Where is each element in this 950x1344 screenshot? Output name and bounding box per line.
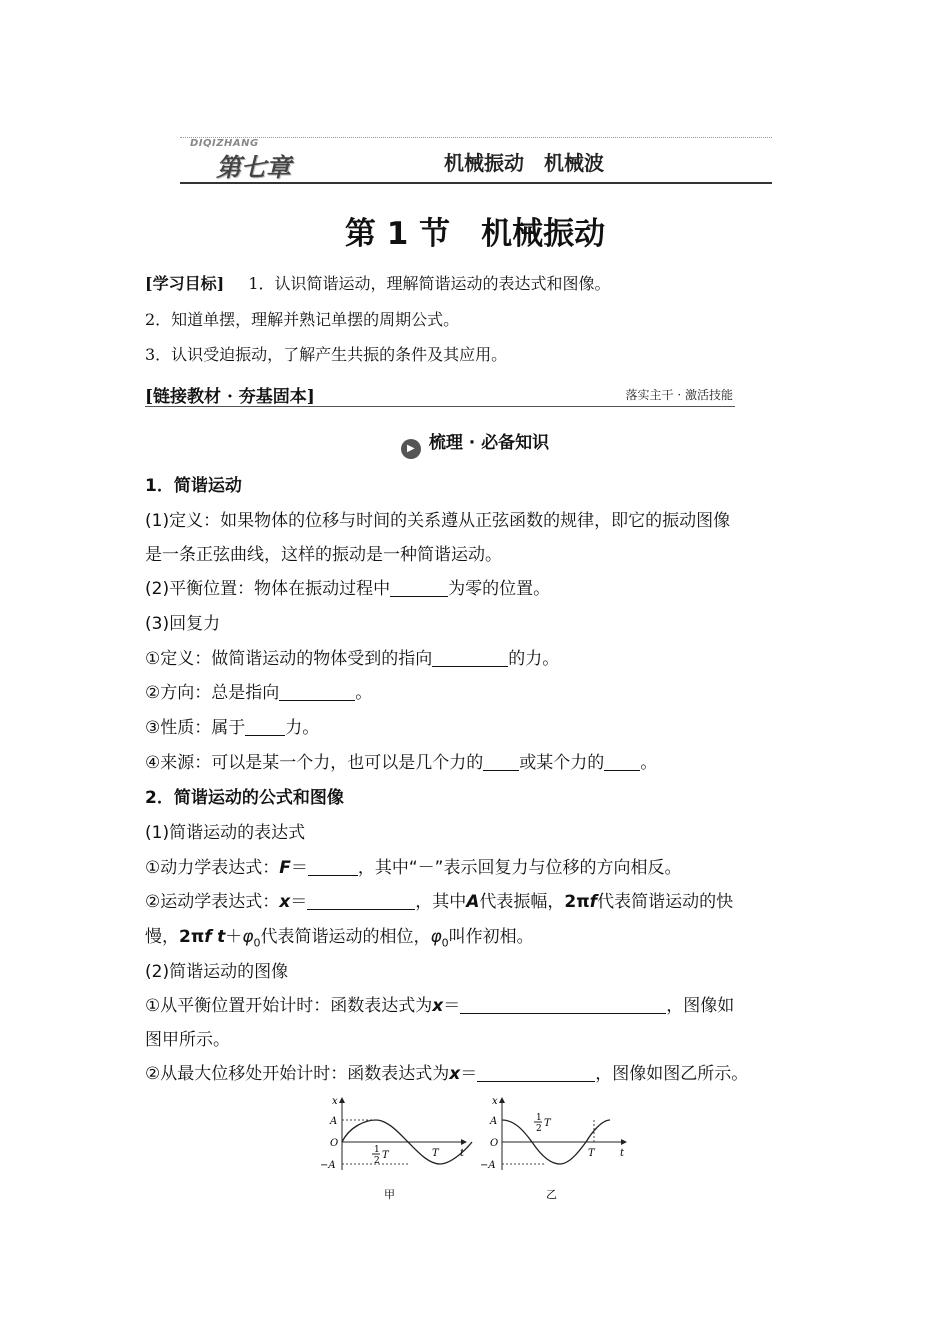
goal-2: 2．知道单摆，理解并熟记单摆的周期公式。 <box>145 310 460 329</box>
figure-a <box>320 1096 472 1201</box>
fig-a-caption: 甲 <box>384 1188 395 1201</box>
link-bar-subtitle: 落实主干 · 激活技能 <box>625 388 733 402</box>
fig-b-x-label: x <box>492 1096 498 1107</box>
two-pi-2: 2π <box>179 927 205 947</box>
blank-1 <box>390 578 448 597</box>
init-text: 叫作初相。 <box>448 927 534 947</box>
blank-3 <box>279 682 355 701</box>
s1-r4-line <box>145 751 657 775</box>
s2-heading: 2．简谐运动的公式和图像 <box>145 788 344 808</box>
r2-text: ②方向：总是指向 <box>145 683 280 703</box>
fig-a-half-den: 2 <box>374 1156 380 1166</box>
plus-sign: ＋ <box>225 927 243 947</box>
goal-3: 3．认识受迫振动，了解产生共振的条件及其应用。 <box>145 345 508 364</box>
kin-text-c: 代表简谐运动的快 <box>597 892 734 912</box>
var-f: f <box>589 892 598 912</box>
banner-underline <box>180 182 772 184</box>
g1-text-end: ，图像如 <box>666 996 735 1016</box>
equals-3: ＝ <box>443 996 461 1016</box>
var-phi: φ <box>242 927 254 947</box>
var-x-2: x <box>432 996 444 1016</box>
section-title: 第 1 节 机械振动 <box>344 216 606 252</box>
sho-figures <box>310 1090 650 1210</box>
s1-definition-a: (1)定义：如果物体的位移与时间的关系遵从正弦函数的规律，即它的振动图像 <box>145 511 731 531</box>
g2-text-end: ，图像如图乙所示。 <box>595 1064 749 1084</box>
banner-dotted-line <box>180 137 772 138</box>
s2-graph-heading: (2)简谐运动的图像 <box>145 962 289 982</box>
blank-4 <box>245 717 285 736</box>
blank-7 <box>308 857 358 876</box>
r1-text-end: 的力。 <box>508 649 560 669</box>
combing-label: 梳理 · 必备知识 <box>428 433 550 453</box>
dyn-text-end: ，其中“－”表示回复力与位移的方向相反。 <box>357 858 682 878</box>
chapter-title: 机械振动 机械波 <box>444 151 604 175</box>
s1-definition-b: 是一条正弦曲线，这样的振动是一种简谐运动。 <box>145 545 502 565</box>
fig-b-half-den: 2 <box>536 1124 542 1134</box>
phase-text: 代表简谐运动的相位， <box>260 927 431 947</box>
r2-text-end: 。 <box>355 683 373 703</box>
s1-r2-line <box>145 681 372 705</box>
blank-9 <box>460 995 666 1014</box>
fig-a-half-T: T <box>382 1150 389 1161</box>
r1-text: ①定义：做简谐运动的物体受到的指向 <box>145 649 433 669</box>
play-icon: ▶ <box>401 439 421 459</box>
s1-r1-line <box>145 647 559 671</box>
g2-text: ②从最大位移处开始计时：函数表达式为 <box>145 1064 450 1084</box>
fig-b-negA-label: −A <box>480 1160 496 1171</box>
combing-heading <box>0 428 950 459</box>
s2-expr-heading: (1)简谐运动的表达式 <box>145 823 306 843</box>
balance-text: (2)平衡位置：物体在振动过程中 <box>145 579 391 599</box>
chapter-pinyin: DIQIZHANG <box>190 138 259 149</box>
s1-heading: 1．简谐运动 <box>145 476 242 496</box>
fig-b-A-label: A <box>490 1116 498 1127</box>
s2-graph-1-line <box>145 994 734 1018</box>
blank-2 <box>432 648 508 667</box>
var-F: F <box>279 858 291 878</box>
r4-text-mid: 或某个力的 <box>519 753 605 773</box>
fig-a-half-num: 1 <box>374 1145 380 1155</box>
var-t: t <box>217 927 226 947</box>
kin-text: ②运动学表达式： <box>145 892 280 912</box>
goal-line-1 <box>145 272 611 296</box>
g1-text: ①从平衡位置开始计时：函数表达式为 <box>145 996 433 1016</box>
fig-b-t-label: t <box>620 1148 625 1159</box>
s2-graph-2-line <box>145 1062 748 1086</box>
var-f-2: f <box>204 927 212 947</box>
fig-a-A-label: A <box>330 1116 338 1127</box>
link-bar-title: [链接教材 · 夯基固本] <box>145 387 315 407</box>
goal-1: 1．认识简谐运动，理解简谐运动的表达式和图像。 <box>248 274 611 293</box>
two-pi: 2π <box>564 892 590 912</box>
s2-kinematics-line <box>145 890 733 914</box>
s1-r3-line <box>145 716 319 740</box>
goals-label: [学习目标] <box>145 274 225 293</box>
fig-a-T-label: T <box>432 1148 439 1159</box>
kin-text-a: ，其中 <box>415 892 467 912</box>
fig-a-t-label: t <box>460 1148 465 1159</box>
blank-6 <box>604 752 640 771</box>
fig-b-caption: 乙 <box>546 1188 557 1201</box>
blank-10 <box>477 1063 595 1082</box>
s1-restoring-heading: (3)回复力 <box>145 614 221 634</box>
fig-b-T-label: T <box>588 1148 595 1159</box>
link-bar <box>145 380 735 407</box>
chapter-number: 第七章 <box>216 153 292 182</box>
balance-text-end: 为零的位置。 <box>448 579 551 599</box>
chapter-banner <box>180 132 772 188</box>
r4-text: ④来源：可以是某一个力，也可以是几个力的 <box>145 753 484 773</box>
r4-text-end: 。 <box>640 753 658 773</box>
phi-subscript-2: 0 <box>441 936 449 950</box>
fig-a-x-label: x <box>332 1096 338 1107</box>
var-x-3: x <box>449 1064 461 1084</box>
fig-a-negA-label: −A <box>320 1160 336 1171</box>
r3-text-end: 力。 <box>285 718 320 738</box>
var-phi-2: φ <box>430 927 442 947</box>
fig-b-half-num: 1 <box>536 1113 542 1123</box>
fig-b-O-label: O <box>490 1138 499 1149</box>
var-A: A <box>466 892 480 912</box>
equals-4: ＝ <box>460 1064 478 1084</box>
fig-a-O-label: O <box>330 1138 339 1149</box>
blank-8 <box>307 891 415 910</box>
figure-b <box>480 1096 626 1201</box>
r3-text: ③性质：属于 <box>145 718 246 738</box>
s2-phase-line <box>145 925 534 955</box>
slow-text: 慢， <box>145 927 179 947</box>
phi-subscript: 0 <box>253 936 261 950</box>
kin-text-b: 代表振幅， <box>479 892 565 912</box>
equals-2: ＝ <box>290 892 308 912</box>
equals-1: ＝ <box>290 858 308 878</box>
blank-5 <box>483 752 519 771</box>
s2-dynamics-line <box>145 856 682 880</box>
s2-graph-1-line-b: 图甲所示。 <box>145 1030 230 1050</box>
dyn-text: ①动力学表达式： <box>145 858 280 878</box>
fig-b-half-T: T <box>544 1118 551 1129</box>
s1-balance-line <box>145 577 550 601</box>
var-x: x <box>279 892 291 912</box>
